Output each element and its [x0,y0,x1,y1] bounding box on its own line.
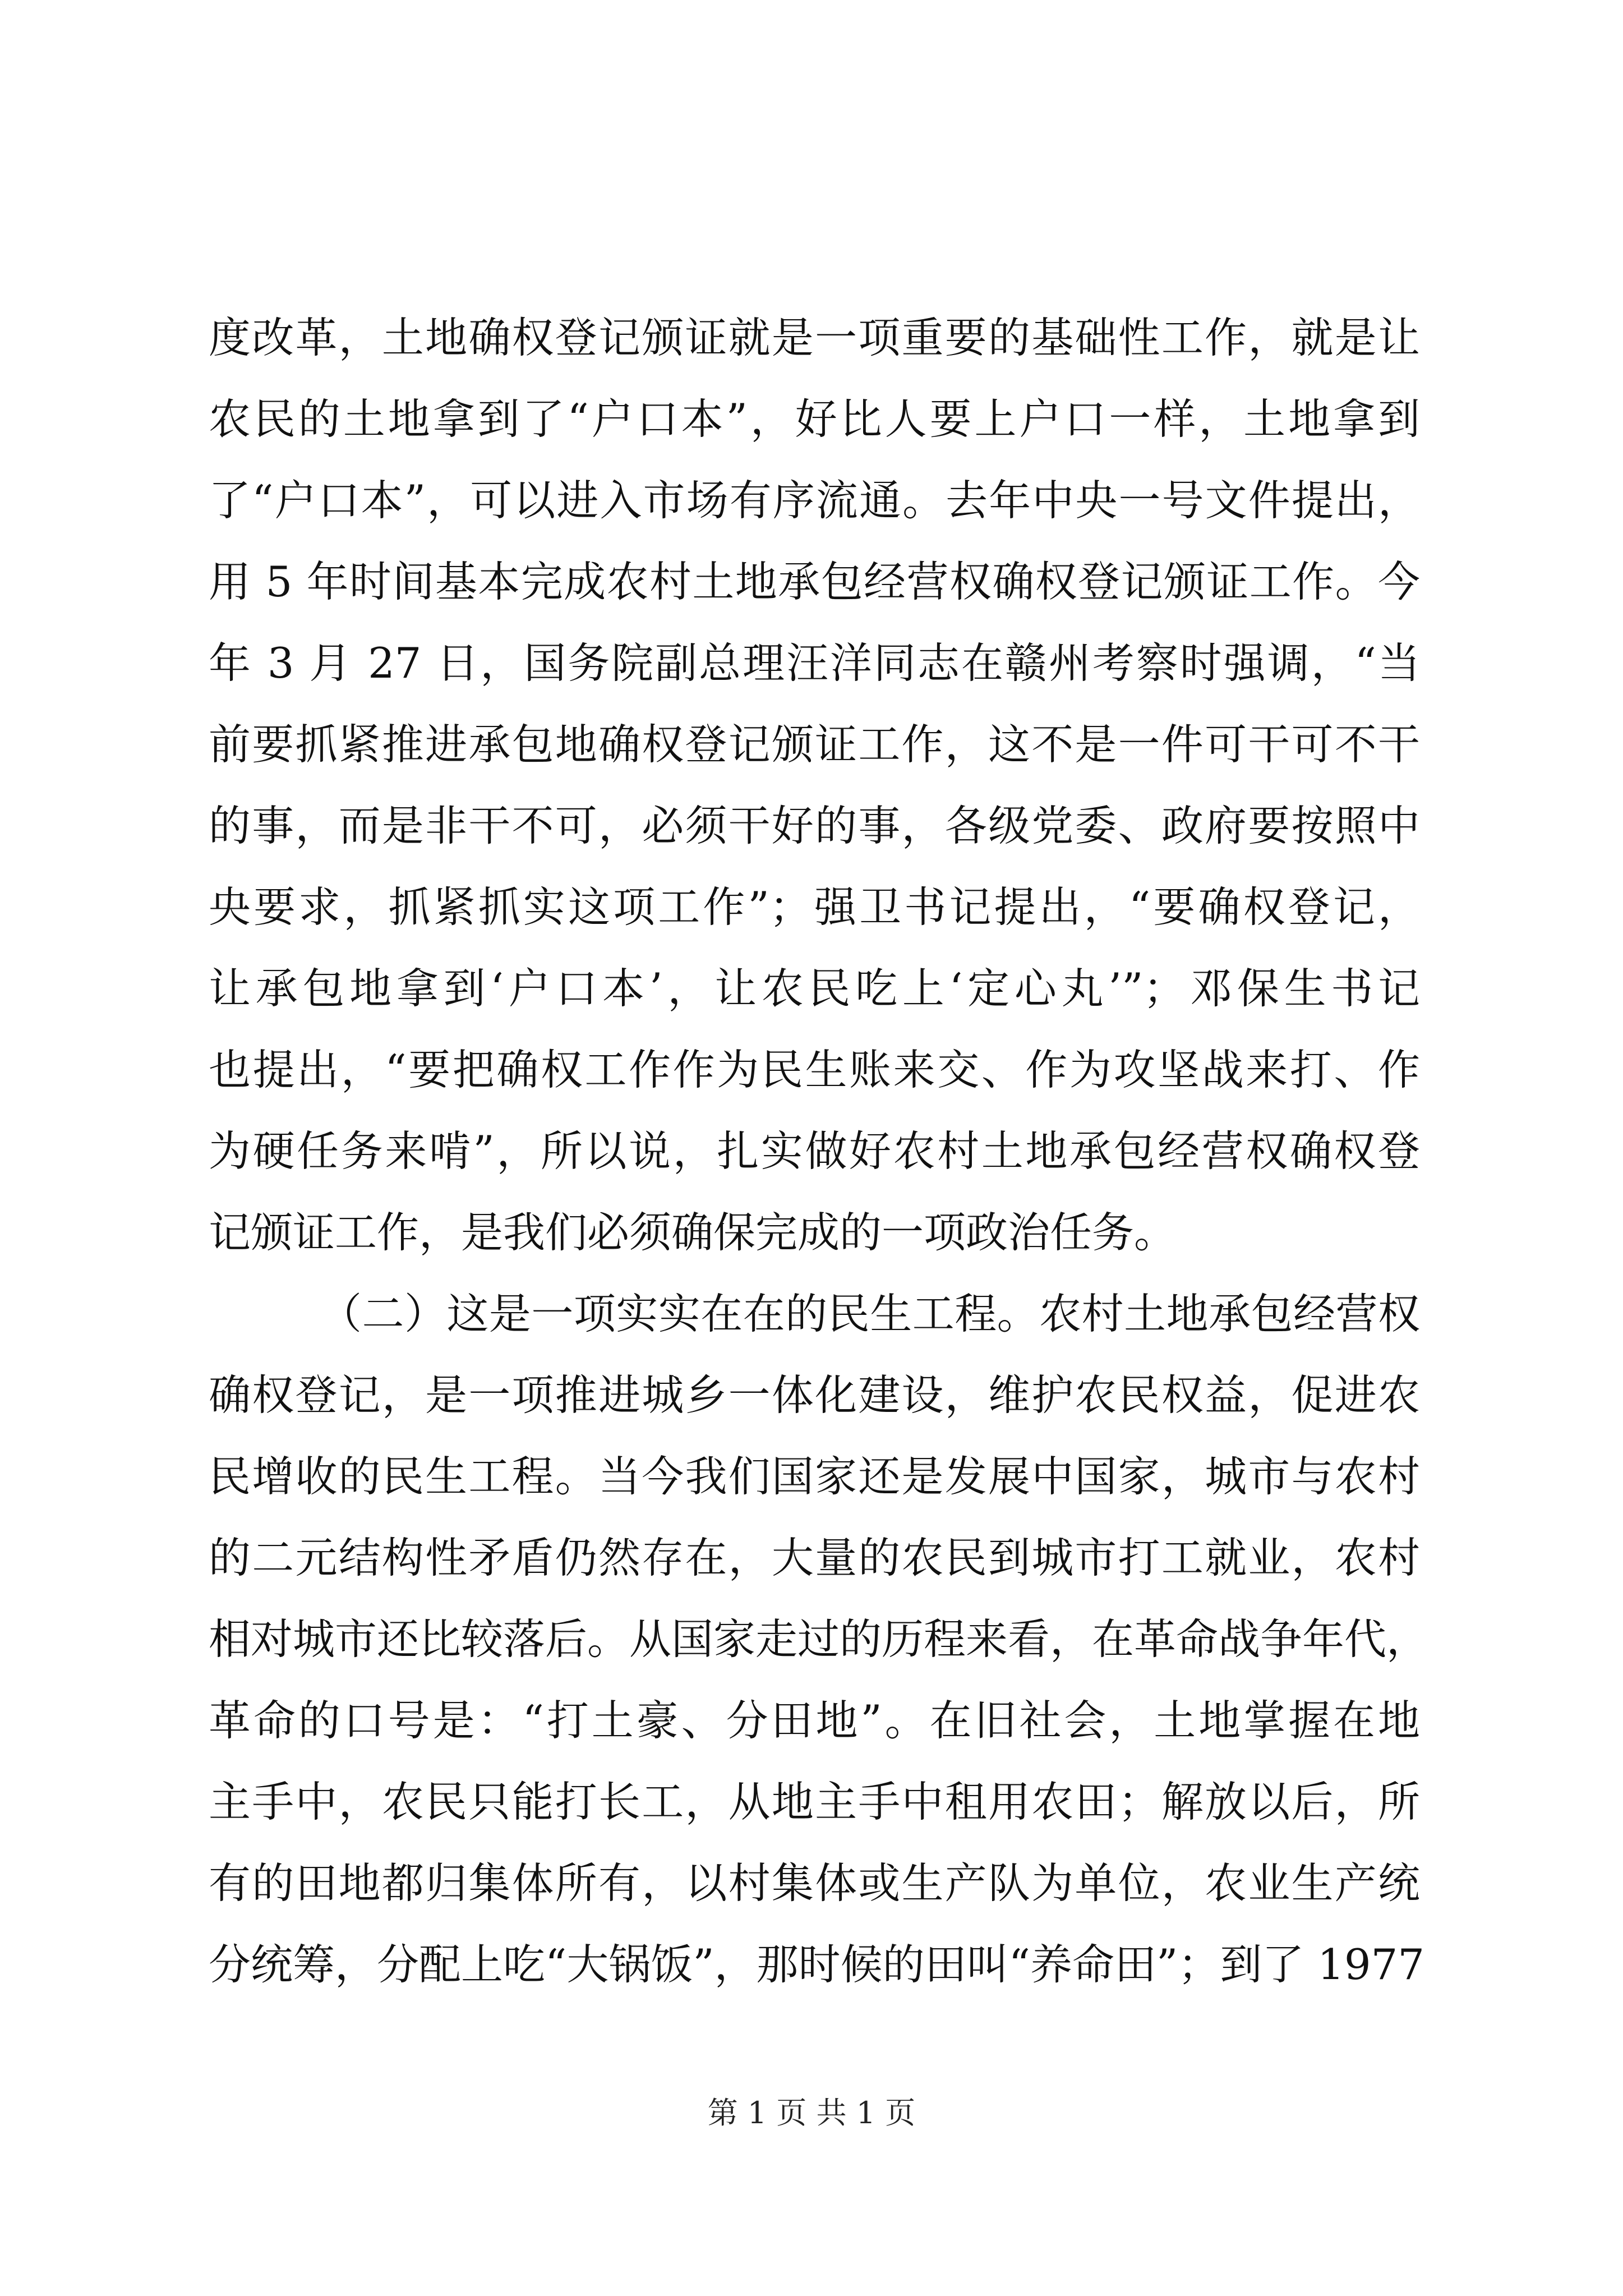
page-footer: 第 1 页 共 1 页 [707,2095,916,2131]
text-line-2: 农民的土地拿到了“户口本”，好比人要上户口一样，土地拿到 [209,394,1420,444]
text-line-7: 的事，而是非干不可，必须干好的事，各级党委、政府要按照中 [209,801,1420,850]
text-line-9: 让承包地拿到‘户口本’，让农民吃上‘定心丸’”；邓保生书记 [209,964,1420,1013]
text-line-19: 主手中，农民只能打长工，从地主手中租用农田；解放以后，所 [209,1777,1420,1826]
text-line-20: 有的田地都归集体所有，以村集体或生产队为单位，农业生产统 [209,1858,1420,1908]
text-line-5: 年 3 月 27 日，国务院副总理汪洋同志在赣州考察时强调，“当 [209,638,1420,688]
text-line-18: 革命的口号是：“打土豪、分田地”。在旧社会，土地掌握在地 [209,1696,1420,1745]
body-text [209,297,1429,2005]
text-line-12: 记颁证工作，是我们必须确保完成的一项政治任务。 [209,1208,1177,1257]
text-line-17: 相对城市还比较落后。从国家走过的历程来看，在革命战争年代， [209,1614,1429,1664]
text-line-14: 确权登记，是一项推进城乡一体化建设，维护农民权益，促进农 [209,1370,1420,1420]
text-line-13: （二）这是一项实实在在的民生工程。农村土地承包经营权 [320,1289,1420,1338]
text-line-4: 用 5 年时间基本完成农村土地承包经营权确权登记颁证工作。今 [209,557,1420,606]
text-line-10: 也提出，“要把确权工作作为民生账来交、作为攻坚战来打、作 [209,1045,1420,1094]
text-line-8: 央要求，抓紧抓实这项工作”；强卫书记提出，“要确权登记， [209,882,1420,932]
text-line-3: 了“户口本”，可以进入市场有序流通。去年中央一号文件提出， [209,476,1420,525]
text-line-16: 的二元结构性矛盾仍然存在，大量的农民到城市打工就业，农村 [209,1533,1420,1582]
text-line-21: 分统筹，分配上吃“大锅饭”，那时候的田叫“养命田”；到了 1977 [209,1940,1425,1989]
text-line-11: 为硬任务来啃”，所以说，扎实做好农村土地承包经营权确权登 [209,1126,1420,1176]
text-line-6: 前要抓紧推进承包地确权登记颁证工作，这不是一件可干可不干 [209,720,1420,769]
text-line-15: 民增收的民生工程。当今我们国家还是发展中国家，城市与农村 [209,1452,1420,1501]
text-line-1: 度改革，土地确权登记颁证就是一项重要的基础性工作，就是让 [209,313,1420,362]
